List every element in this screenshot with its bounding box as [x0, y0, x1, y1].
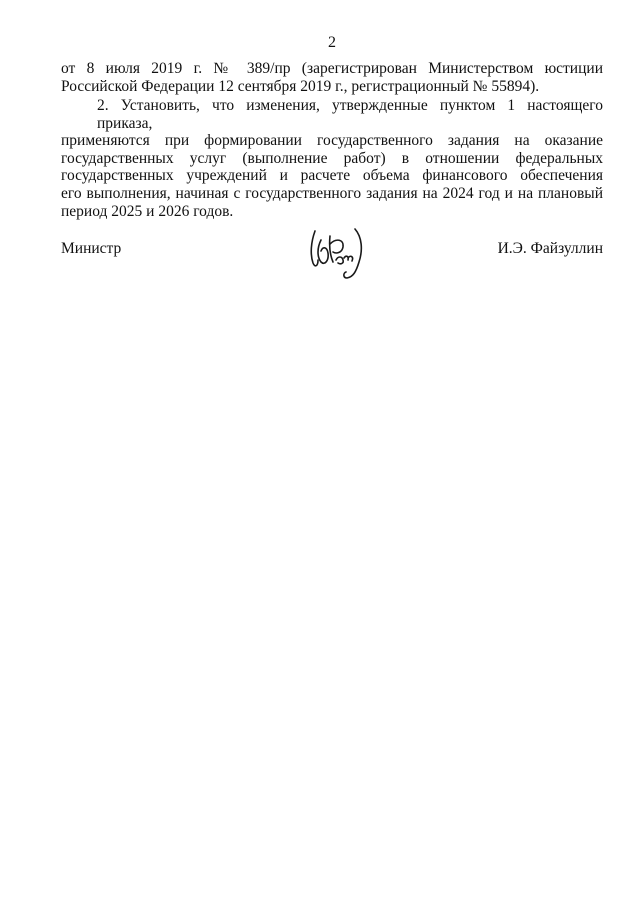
paragraph-line: 2. Установить, что изменения, утвержденные пунктом 1 настоящего приказа, — [97, 97, 603, 132]
paragraph-line: от 8 июля 2019 г. № 389/пр (зарегистрирован Министерством юстиции — [61, 60, 603, 77]
paragraph-line: государственных учреждений и расчете объема финансового обеспечения — [61, 167, 603, 185]
page-number: 2 — [328, 34, 336, 51]
paragraph-line: Российской Федерации 12 сентября 2019 г., регистрационный № 55894). — [61, 77, 540, 95]
paragraph-line: его выполнения, начиная с государственного задания на 2024 год и на плановый — [61, 184, 603, 202]
paragraph-line: применяются при формировании государственного задания на оказание — [61, 132, 603, 150]
paragraph-line: государственных услуг (выполнение работ) в отношении федеральных — [61, 149, 603, 167]
signer-position: Министр — [61, 240, 122, 257]
paragraph-2 — [61, 97, 603, 220]
paragraph-continuation — [61, 60, 603, 95]
signer-name: И.Э. Файзуллин — [497, 240, 603, 257]
paragraph-line: период 2025 и 2026 годов. — [61, 202, 234, 220]
handwritten-signature — [306, 222, 370, 286]
